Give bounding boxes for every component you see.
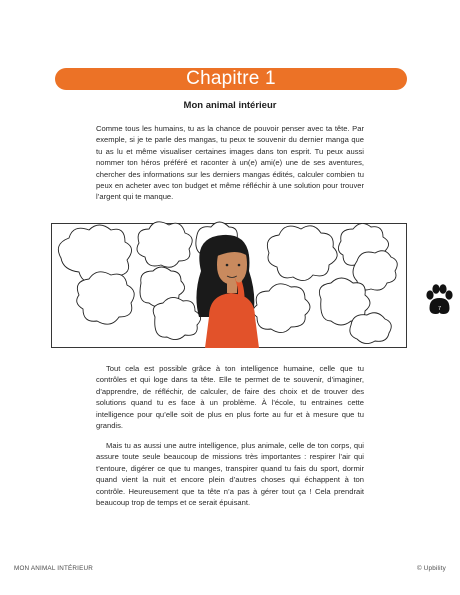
thinking-girl-illustration (51, 213, 407, 348)
footer-book-title: MON ANIMAL INTÉRIEUR (14, 565, 93, 572)
paragraph-human-intelligence: Tout cela est possible grâce à ton intelligence humaine, celle que tu contrôles et qui loge dans ta tête. Elle te permet de te souvenir, d’imaginer, d’apprendre, de réfléchir, de calculer, de faire des choix et de trouver des solutions quand tu es face à un problème. À l’école, tu entraines cette intelligence pour qu’elle soit de plus en plus forte au fur et à mesure que tu grandis. (96, 364, 364, 431)
section-title: Mon animal intérieur (183, 100, 277, 111)
chapter-title: Chapitre 1 (186, 68, 276, 89)
page-number: 7 (437, 306, 442, 312)
paragraph-intro: Comme tous les humains, tu as la chance de pouvoir penser avec ta tête. Par exemple, si je te parle des mangas, tu peux te souvenir du dernier manga que tu as lu et même visualiser certaines images dans ton esprit. Tu peux aussi nommer ton héros préféré et raconter à un(e) ami(e) une de ses aventures, chercher des informations sur les derniers mangas édités, calculer combien tu peux en acheter avec ton budget et même réfléchir à une solution pour trouver l’argent qui te manque. (96, 124, 364, 202)
paragraph-animal-intelligence: Mais tu as aussi une autre intelligence, plus animale, celle de ton corps, qui assure toute seule beaucoup de missions très importantes : respirer l’air qui t’entoure, digérer ce que tu manges, transpirer quand tu fais du sport, dormir quand vient la nuit et encore plein d’autres choses qui échappent à ton contrôle. Heureusement que ta tête n’a pas à gérer tout ça ! Cela prendrait beaucoup trop de temps et ce serait épuisant. (96, 441, 364, 508)
paw-print-icon (424, 283, 454, 317)
chapter-banner (55, 68, 407, 90)
footer-copyright: © Upbility (416, 565, 446, 572)
